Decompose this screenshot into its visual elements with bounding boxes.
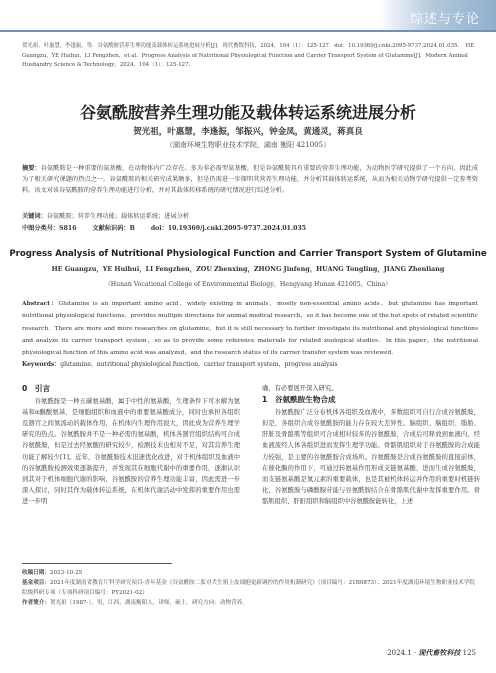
author-bio: 作者简介：贺光祖（1987-），男，江西，湖南衡阳人，讲师，硕士，研究方向：动物营养。 [22, 600, 248, 606]
biosynthesis-paragraph: 谷氨酰胺广泛分布机体各组织及血液中，多数组织可自行合成谷氨酰胺，但是，各组织合成谷氨酰胺的能力存在较大差异性。脑组织、脑组织、脂肪、肝脏及骨骼肌等组织可合成相对较多的谷氨酰胺，合成后可释放到血液内，经血液流经人体各组织进而发挥生理学功能。骨骼肌组织对于谷氨酰胺的合成能力较强，是主要的谷氨酰胺合成场所。谷氨酰胺是合成谷氨酰胺的直接前体，在催化酶的作用下，可通过转氨基作用形成支链氨基酸，进而生成谷氨酰胺，而支链氨基酸是氮元素的重要载体，也是其被机体转运并作用的重要时机链转化，谷氨酰胺与磷酸腺苷能与谷氨酰胺结合在骨骼肌代谢中发挥重要作用。骨骼肌组织、肝脏组织和脑组织中谷氨酰胺能转化，上述 [262, 409, 480, 505]
keywords-en-label: Keywords： [22, 361, 61, 368]
doi: doi：10.19369/j.cnki.2095-9737.2024.01.035 [150, 225, 307, 232]
authors-english: HE Guangzu，YE Huihui，LI Fengzhen，ZOU Zhenxing，ZHONG Jinfeng，HUANG Tongling，JIANG Zhenliang [51, 265, 445, 273]
abstract-en-label: Abstract： [22, 300, 59, 307]
abstract-en-text: Glutamine is an important amino acid，widely existing in animals，mostly non-essential amino acids，but glutamine has important nutritional physiological functions，provides multiple directions for animal medical research，so it has become one of the hot spots of related scientific research．There are more and more researches on glutamine，but it is still necessary to further investigate its nutritional and physiological functions and analyze its carrier transport system，so as to provide some reference materials for related zoological studies．In this paper，the nutritional physiological function of this amino acid was analyzed，and the research status of its carrier transfer system was reviewed． [22, 301, 478, 357]
authors-chinese: 贺光祖，叶惠慧，李逢振，邹振兴，钟金凤，黄通灵，蒋真良 [133, 127, 363, 137]
section-heading-introduction: 0 引言 [22, 384, 51, 393]
abstract-cn-text: 谷氨酰胺是一种重要的氨基酸，在动物体内广泛存在。多为非必需型氨基酸，但是谷氨酰胺具有重要的营养生理功能，为动物医学研究提供了一个方向，因此成为了相关研究课题的热点之一。谷氨酰胺的相关研究成果颇多，但是仍需进一步探明其营养生理功能，并分析其载体转运系统，从而为相关动物学研究提供一定参考资料。该文对该谷氨酰胺的营养生理功能进行分析，并对其载体转移系统的研究情况进行综述分析。 [22, 165, 479, 194]
section-tag: 综述与专论 [409, 12, 480, 27]
keywords-cn-label: 关键词： [22, 213, 47, 220]
clc-code: 中图分类号：S816 [22, 225, 77, 232]
section-heading-biosynthesis: 1 谷氨酰胺生物合成 [262, 395, 336, 405]
fund-info: 基金项目：2021年度湖南省教育厅科学研究项目-青年基金《谷氨酰胺二肽对犬生殖上皮细胞更新调控的作用机制研究》（项目编号：21B0873）；2021年度湖南环境生物职业技术学院院级科研专项（专项科研项目编号：PY2021-02） [22, 580, 475, 596]
footnote-rule [22, 563, 172, 564]
page-number: 125 [462, 649, 476, 657]
abstract-english [22, 298, 478, 359]
title-chinese: 谷氨酰胺营养生理功能及载体转运系统进展分析 [79, 103, 416, 122]
header-bar [0, 0, 496, 36]
body-column-left [22, 383, 240, 507]
keywords-chinese [22, 211, 189, 220]
affiliation-english: （Hunan Vocational College of Environmental Biology，Hengyang Hunan 421005，China） [104, 281, 392, 288]
document-code: 文献标识码：B [92, 225, 135, 232]
footnotes [22, 568, 480, 608]
keywords-cn-text: 谷氨酰胺；营养生理功能；载体转运系统；进展分析 [46, 213, 190, 220]
introduction-paragraph: 谷氨酰胺是一种五碳氨基酸，属于中性的氨基酸，生理条件下可水解为氨基和α酮酸氨基，是细胞组织和血液中的重要氨基酸成分，同时也承担各组织及器官之间氮流动的载体作用，在机体内生理作用很大，因此成为营养生理学研究的热点。谷氨酰胺并不是一种必需的氨基酸，机体各器官组织结构可合成谷氨酰胺，但是过去经氨酸的研究较少，检测技术也相对不足，对其营养生理功能了解较少[1]。近年，谷氨酰胺技术迅速优化改进，对于机体组织及血液中的谷氨酰胺检测效果逐渐提升，并发现其在细胞代谢中的重要作用，逐渐认识到其对于机体细胞代谢的影响，谷氨酰胺的营养生理功能丰富，因此需进一步深入探讨，同时其作为载体转运系统，在机体代谢活动中发挥的重要作用也需进一步明 [22, 398, 240, 505]
citation-text: 贺光祖，叶惠慧，李逢振，等．谷氨酰胺营养生理功能及载体转运系统进展分析[J]．现代畜牧科技，2024，104（1）：125-127．doi：10.19369/j.cnki.2095-9737.2024.01.035． HE Guangzu，YE Huihui，LI Fengzhen，et al．Progress Analysis of Nutritional Physiological Function and Carrier Transport System of Glutamine[J]．Modern Animal Husbandry Science & Technology，2024，104（1）：125-127． [22, 43, 475, 68]
issue-date: 2024.1 · [387, 649, 417, 657]
abstract-cn-label: 摘要： [22, 165, 41, 172]
body-column-right [262, 383, 480, 507]
title-english: Progress Analysis of Nutritional Physiological Function and Carrier Transport System of Glutamine [9, 249, 487, 259]
abstract-chinese [22, 163, 478, 196]
received-date: 收稿日期：2023-10-25 [22, 570, 83, 576]
header-rule [0, 30, 496, 32]
keywords-en-text: glutamine，nutritional physiological function，carrier transport system，progress analysis [60, 361, 338, 368]
affiliation-chinese: （湖南环境生物职业技术学院，湖南 衡阳 421005） [165, 141, 331, 149]
journal-name: 现代畜牧科技 [418, 649, 461, 657]
page-footer [387, 648, 476, 658]
introduction-continuation: 确，有必要展开深入研究。 [262, 385, 338, 392]
classification-line [22, 223, 320, 232]
keywords-english [22, 359, 478, 368]
